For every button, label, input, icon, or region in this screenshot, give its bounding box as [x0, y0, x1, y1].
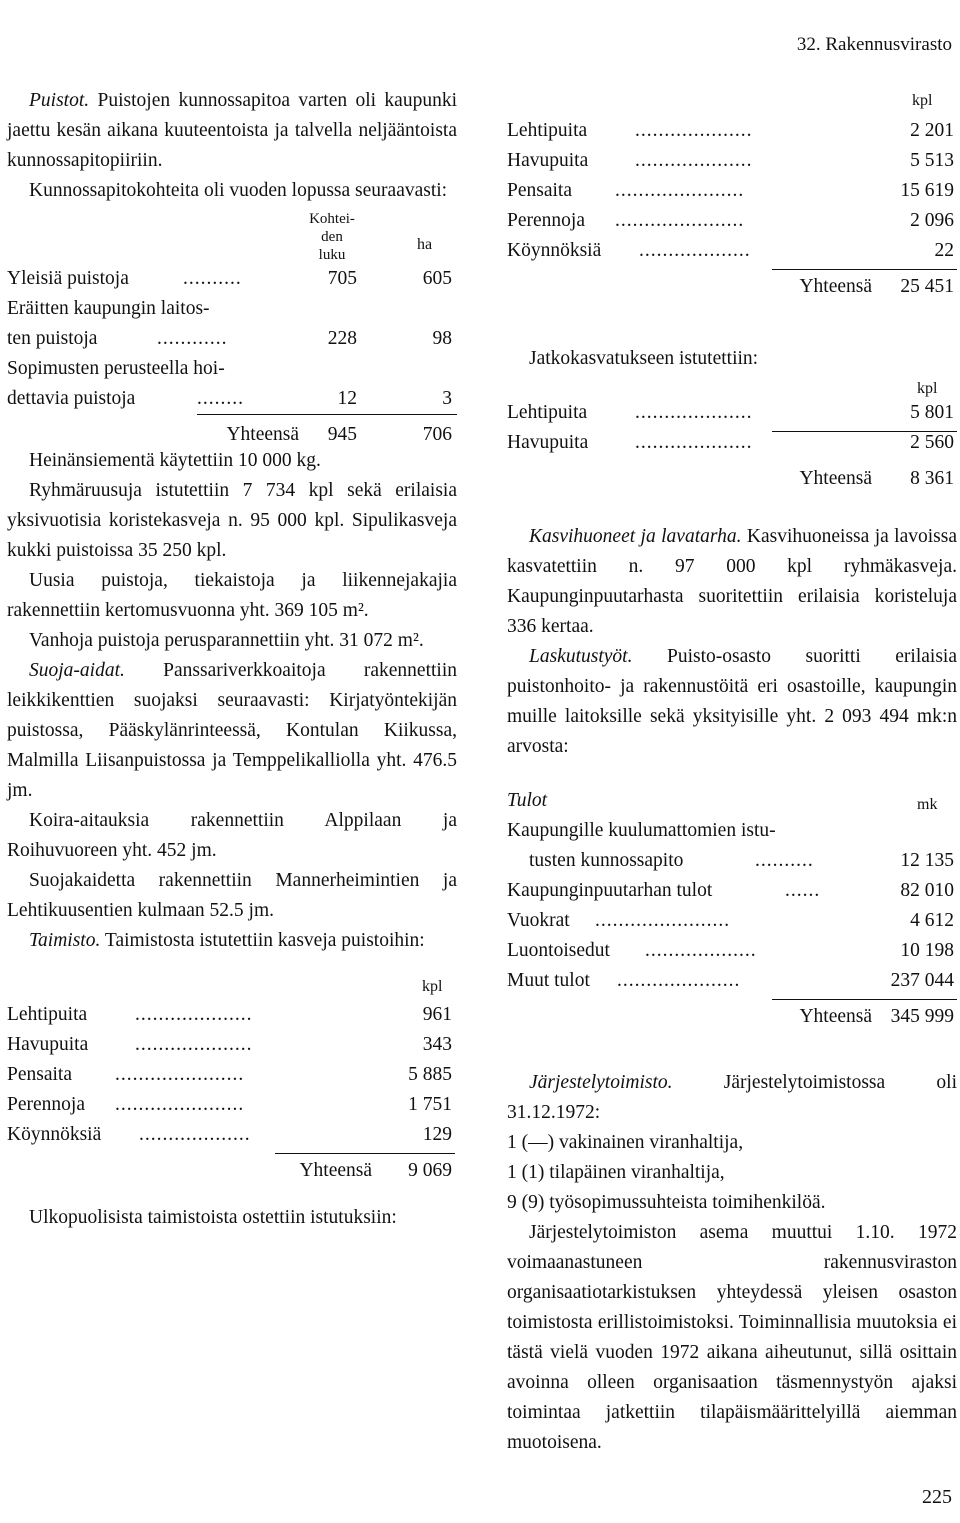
paragraph-ostetut: Ulkopuolisista taimistoista ostettiin istutuksiin:: [29, 1207, 397, 1228]
table-row: Havupuita .................... 2 560: [507, 432, 954, 453]
table-row: Luontoisedut ................... 10 198: [507, 940, 954, 961]
total-row: Yhteensä 8 361: [799, 468, 954, 489]
table-row: Lehtipuita .................... 2 201: [507, 120, 954, 141]
unit-label: kpl: [917, 380, 938, 397]
paragraph-laskutustyot: Laskutustyöt. Puisto-osasto suoritti erilaisia puistonhoito- ja rakennustöitä eri osastoille, kaupungin muille laitoksille sekä yksityisille yht. 2 093 494 mk:n arvosta:: [507, 646, 957, 757]
total-rule: [772, 999, 957, 1000]
table-row: Muut tulot ..................... 237 044: [507, 970, 954, 991]
growth-table: [507, 374, 957, 502]
total-row: Yhteensä 945 706: [226, 424, 452, 445]
table-row: Havupuita .................... 5 513: [507, 150, 954, 171]
paragraph-jatkokasvatus: Jatkokasvatukseen istutettiin:: [529, 348, 759, 369]
list-item: 1 (—) vakinainen viranhaltija,: [507, 1132, 744, 1153]
unit-label: kpl: [422, 978, 443, 995]
table-row: Vuokrat ....................... 4 612: [507, 910, 954, 931]
table-row: Yleisiä puistoja .......... 705 605: [7, 268, 452, 289]
table-row: tusten kunnossapito .......... 12 135: [529, 850, 954, 871]
table-row: Köynnöksiä ................... 22: [507, 240, 954, 261]
paragraph-ryhmaruusut: Ryhmäruusuja istutettiin 7 734 kpl sekä erilaisia yksivuotisia koristekasveja n. 95 000 kpl. Sipulikasveja kukki puistoissa 35 250 kpl.: [7, 480, 457, 561]
table-row: Sopimusten perusteella hoi-: [7, 358, 225, 379]
paragraph-puistot: Puistot. Puistojen kunnossapitoa varten oli kaupunki jaettu kesän aikana kuuteentoista ja talvella neljääntoista kunnossapitopiiriin.: [7, 90, 458, 171]
paragraph-asema: Järjestelytoimiston asema muuttui 1.10. 1972 voimaanastuneen rakennusviraston organisaatiotarkistuksen yhteydessä yleisen osaston toimistosta erillistoimistoksi. Toiminnallisia muutoksia ei tästä vielä vuoden 1972 aikana aiheutunut, sillä osittain avoinna olleen organisaation täsmennystyön ajaksi toimintaa jatkettiin tilapäismäärittelyillä aiemman muotoisena.: [507, 1222, 957, 1453]
parks-table: [7, 206, 457, 446]
table-row: Perennoja ...................... 1 751: [7, 1094, 452, 1115]
table-row: Lehtipuita .................... 5 801: [507, 402, 954, 423]
table-row: Havupuita .................... 343: [7, 1034, 452, 1055]
total-row: Yhteensä 9 069: [299, 1160, 452, 1181]
list-item: 9 (9) työsopimussuhteista toimihenkilöä.: [507, 1192, 826, 1213]
bought-table: [507, 86, 957, 306]
table-row: Eräitten kaupungin laitos-: [7, 298, 210, 319]
list-item: 1 (1) tilapäinen viranhaltija,: [507, 1162, 725, 1183]
table-row: dettavia puistoja ........ 12 3: [7, 388, 452, 409]
unit-label: kpl: [912, 92, 933, 109]
table-row: Lehtipuita .................... 961: [7, 1004, 452, 1025]
paragraph-kasvihuoneet: Kasvihuoneet ja lavatarha. Kasvihuoneissa ja lavoissa kasvatettiin n. 97 000 kpl ryhmäkasveja. Kaupunginpuutarhasta suoritettiin erilaisia koristeluja 336 kertaa.: [507, 526, 957, 637]
paragraph-kohteet: Kunnossapitokohteita oli vuoden lopussa seuraavasti:: [29, 180, 448, 201]
nursery-table: [7, 972, 457, 1197]
page-number: 225: [922, 1486, 952, 1508]
table-row: Pensaita ...................... 15 619: [507, 180, 954, 201]
paragraph-koira-aitaukset: Koira-aitauksia rakennettiin Alppilaan ja Roihuvuoreen yht. 452 jm.: [7, 810, 457, 861]
income-title: Tulot: [507, 790, 548, 811]
paragraph-uudet-puistot: Uusia puistoja, tiekaistoja ja liikennejakajia rakennettiin kertomusvuonna yht. 369 105 m².: [7, 570, 457, 621]
total-rule: [772, 431, 957, 432]
running-header: 32. Rakennusvirasto: [796, 34, 952, 55]
parks-col-count-header: Kohtei- den luku: [309, 211, 355, 263]
left-column: [7, 86, 457, 1233]
table-row: Kaupungille kuulumattomien istu-: [507, 820, 776, 841]
parks-col-ha-header: ha: [417, 236, 433, 253]
paragraph-suoja-aidat: Suoja-aidat. Panssariverkkoaitoja rakennettiin leikkikenttien suojaksi seuraavasti: Kirjatyöntekijän puistossa, Pääskylänrinteessä, Kontulan Kiikussa, Malmilla Liisanpuistossa ja Temppelikalliolla yht. 476.5 jm.: [7, 660, 457, 801]
paragraph-jarjestelytoimisto: Järjestelytoimisto. Järjestelytoimistossa oli 31.12.1972:: [507, 1072, 958, 1123]
table-row: Perennoja ...................... 2 096: [507, 210, 954, 231]
total-rule: [772, 269, 957, 270]
table-row: Pensaita ...................... 5 885: [7, 1064, 452, 1085]
paragraph-suojakaide: Suojakaidetta rakennettiin Mannerheimintien ja Lehtikuusentien kulmaan 52.5 jm.: [7, 870, 457, 921]
total-rule: [197, 414, 457, 415]
table-row: ten puistoja ............ 228 98: [7, 328, 452, 349]
unit-label: mk: [917, 796, 938, 813]
total-row: Yhteensä 25 451: [799, 276, 954, 297]
table-row: Köynnöksiä ................... 129: [7, 1124, 452, 1145]
income-table: [507, 786, 957, 1026]
table-row: Kaupunginpuutarhan tulot ...... 82 010: [507, 880, 954, 901]
staff-list: [507, 1128, 957, 1218]
paragraph-heinansiemen: Heinänsiementä käytettiin 10 000 kg.: [29, 450, 321, 471]
right-column: [507, 86, 957, 1458]
paragraph-taimisto: Taimisto. Taimistosta istutettiin kasveja puistoihin:: [29, 930, 425, 951]
total-rule: [275, 1153, 455, 1154]
total-row: Yhteensä 345 999: [799, 1006, 954, 1027]
paragraph-vanhat-puistot: Vanhoja puistoja perusparannettiin yht. 31 072 m².: [29, 630, 424, 651]
